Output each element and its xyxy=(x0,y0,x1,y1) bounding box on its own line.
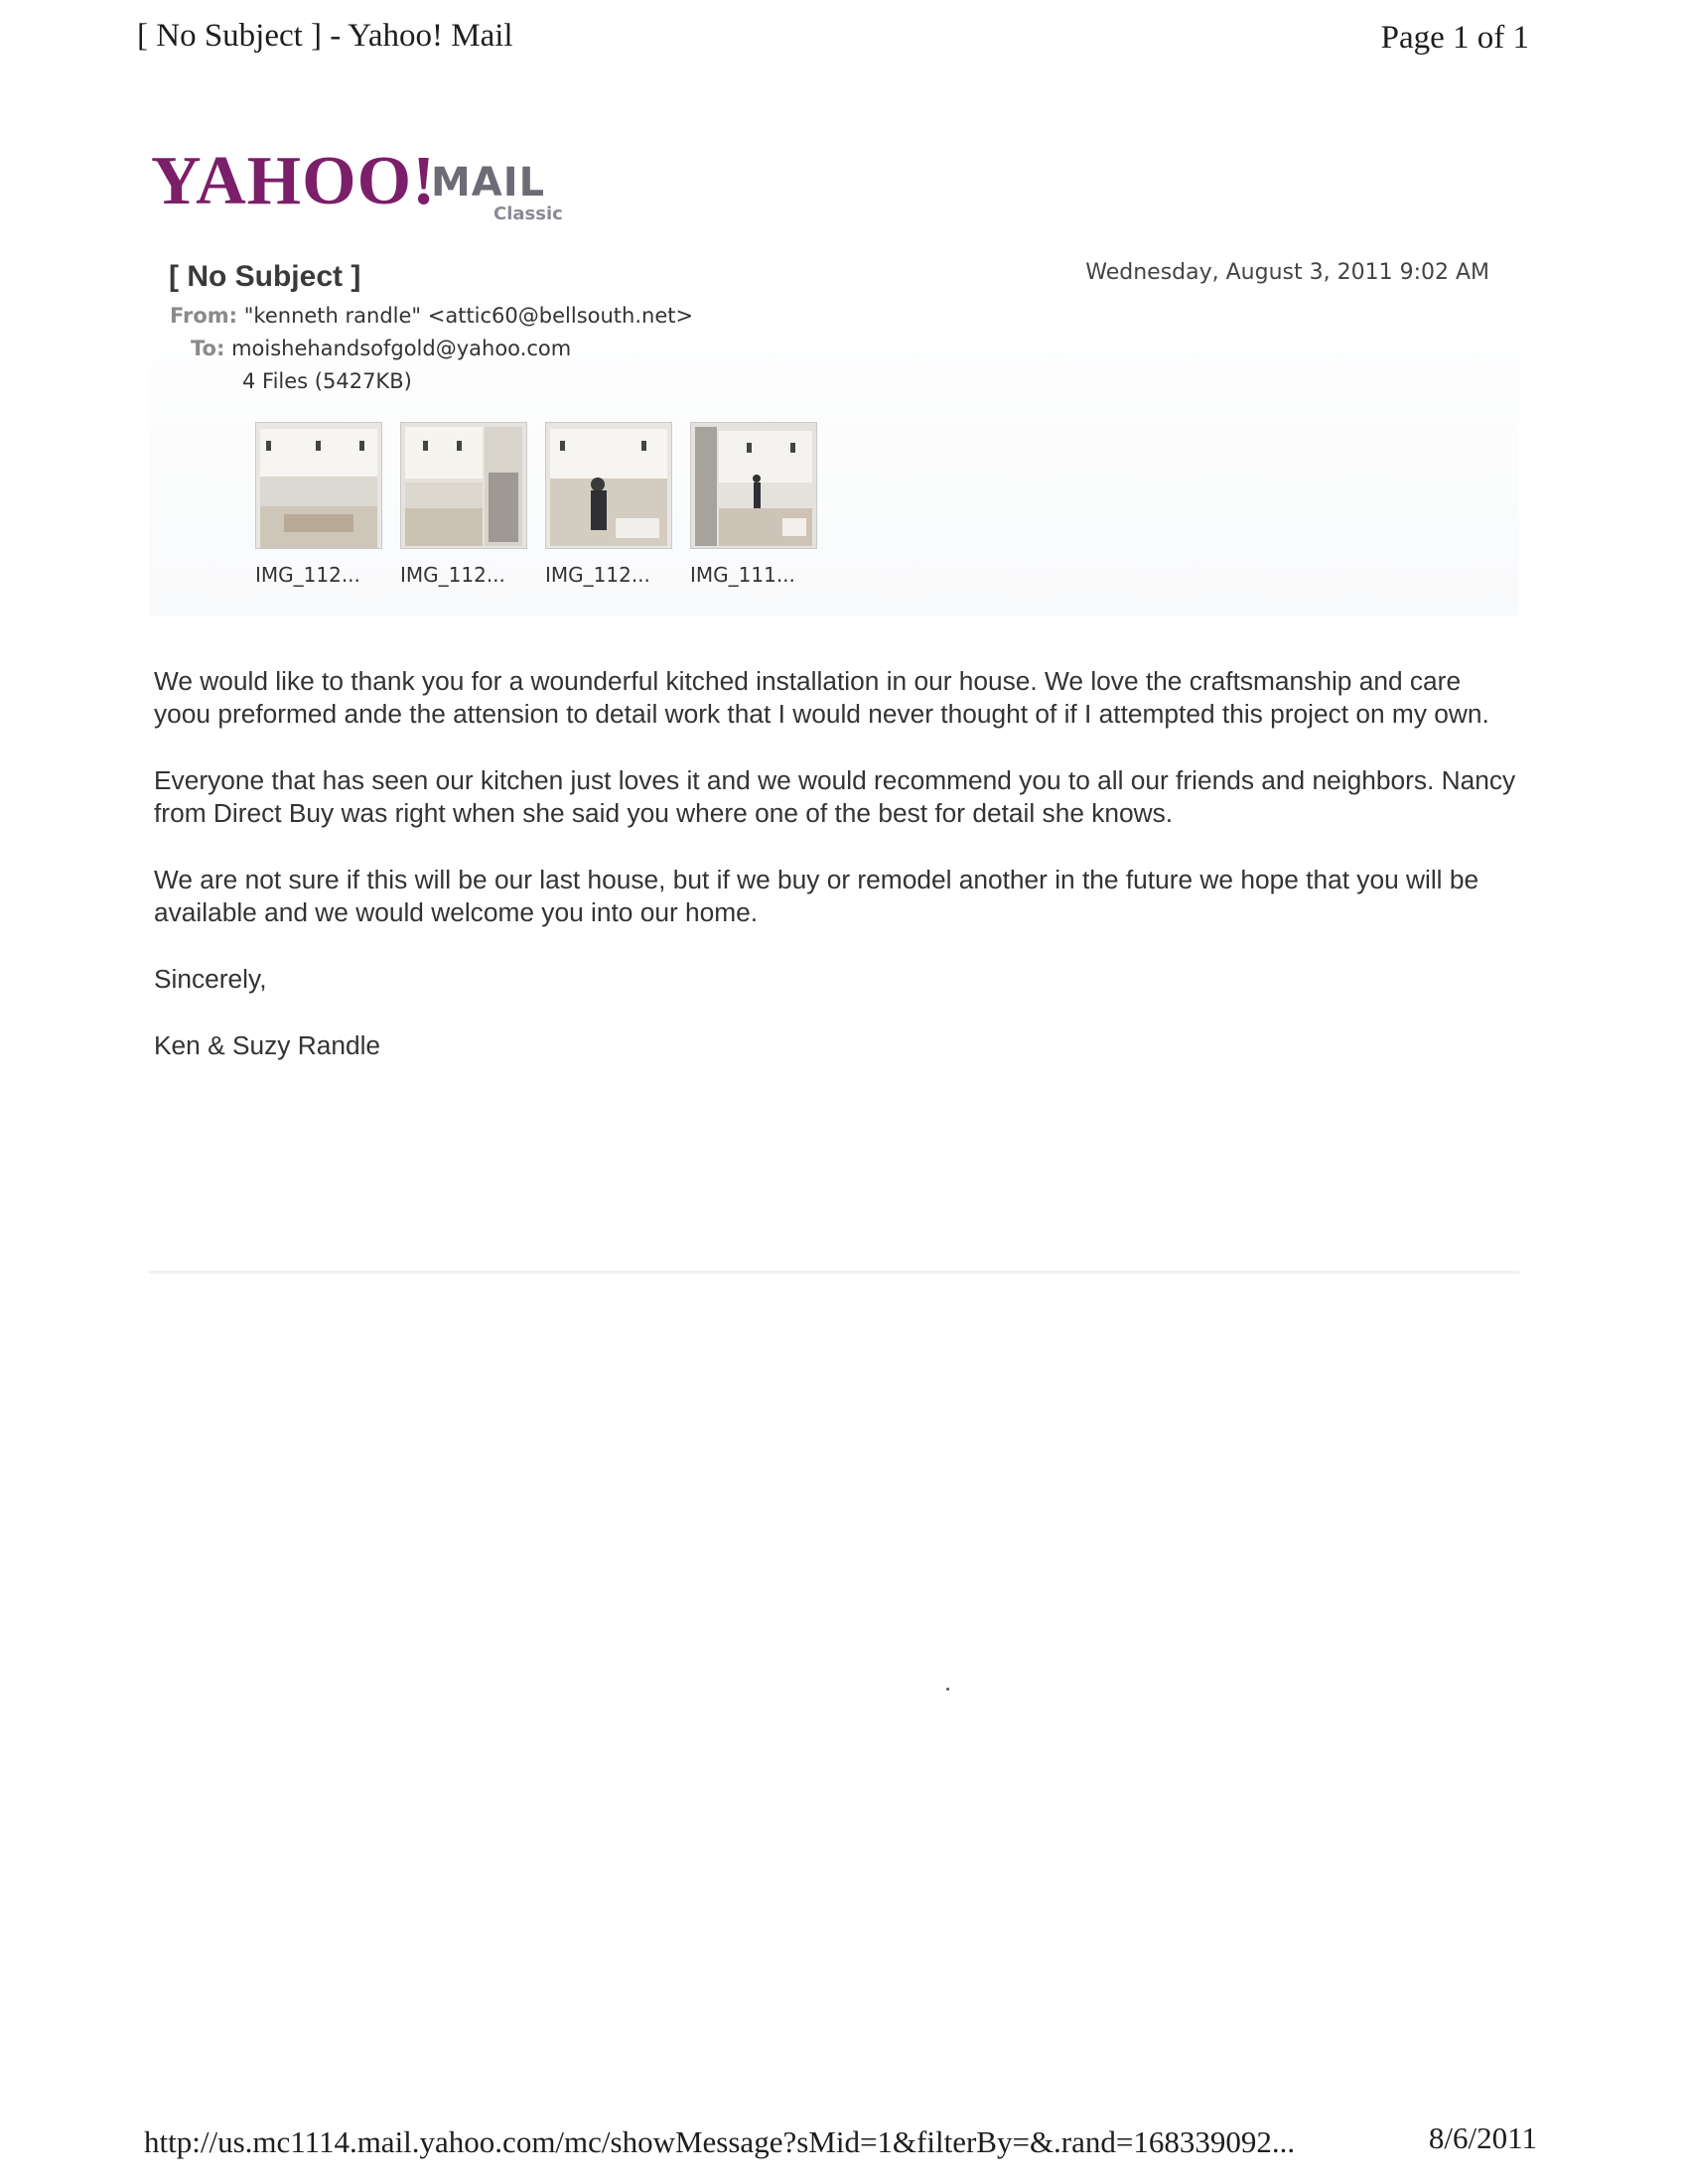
logo-brand: YAHOO! xyxy=(151,143,437,219)
print-page-title: [ No Subject ] - Yahoo! Mail xyxy=(137,18,513,54)
from-value[interactable]: "kenneth randle" <attic60@bellsouth.net> xyxy=(243,304,694,328)
attachment-item[interactable] xyxy=(545,422,674,587)
yahoo-mail-logo xyxy=(151,143,588,230)
body-paragraph: We would like to thank you for a wounderful kitched installation in our house. We love the craftsmanship and care yoou preformed ande the attension to detail work that I would never thought of if I attempted this project on my own. xyxy=(154,666,1489,729)
attachment-name[interactable]: IMG_112... xyxy=(255,563,360,587)
message-divider xyxy=(149,1271,1519,1274)
attachment-thumbnail[interactable] xyxy=(400,422,527,549)
attachment-thumbnail[interactable] xyxy=(255,422,382,549)
body-paragraph: Everyone that has seen our kitchen just loves it and we would recommend you to all our friends and neighbors. Nancy from Direct Buy was right when she said you where one of the best for detail she knows. xyxy=(154,765,1516,828)
scan-speck xyxy=(946,1688,949,1691)
signature: Ken & Suzy Randle xyxy=(154,1030,381,1060)
attachment-name[interactable]: IMG_111... xyxy=(690,563,795,587)
attachment-thumbnail[interactable] xyxy=(690,422,817,549)
print-url: http://us.mc1114.mail.yahoo.com/mc/showMessage?sMid=1&filterBy=&.rand=168339092... xyxy=(144,2124,1296,2159)
print-header xyxy=(137,18,1529,62)
to-label: To: xyxy=(191,337,225,360)
message-date: Wednesday, August 3, 2011 9:02 AM xyxy=(1085,260,1489,285)
files-summary: 4 Files (5427KB) xyxy=(242,369,412,393)
attachment-thumbnail[interactable] xyxy=(545,422,672,549)
logo-product: MAIL xyxy=(431,160,546,205)
from-label: From: xyxy=(170,304,238,328)
to-value[interactable]: moishehandsofgold@yahoo.com xyxy=(231,337,572,360)
print-footer xyxy=(144,2120,1537,2168)
print-page-number: Page 1 of 1 xyxy=(1380,20,1529,56)
attachment-item[interactable] xyxy=(400,422,529,587)
print-date: 8/6/2011 xyxy=(1428,2120,1537,2155)
message-header xyxy=(149,248,1519,615)
message-subject: [ No Subject ] xyxy=(169,260,361,293)
attachment-item[interactable] xyxy=(690,422,819,587)
body-paragraph: We are not sure if this will be our last house, but if we buy or remodel another in the future we hope that you will be available and we would welcome you into our home. xyxy=(154,865,1479,927)
message-body xyxy=(154,665,1524,1096)
attachment-name[interactable]: IMG_112... xyxy=(400,563,505,587)
logo-edition: Classic xyxy=(493,204,563,224)
to-row xyxy=(191,337,571,360)
attachment-name[interactable]: IMG_112... xyxy=(545,563,650,587)
attachment-item[interactable] xyxy=(255,422,384,587)
closing: Sincerely, xyxy=(154,964,267,994)
from-row xyxy=(170,304,693,328)
